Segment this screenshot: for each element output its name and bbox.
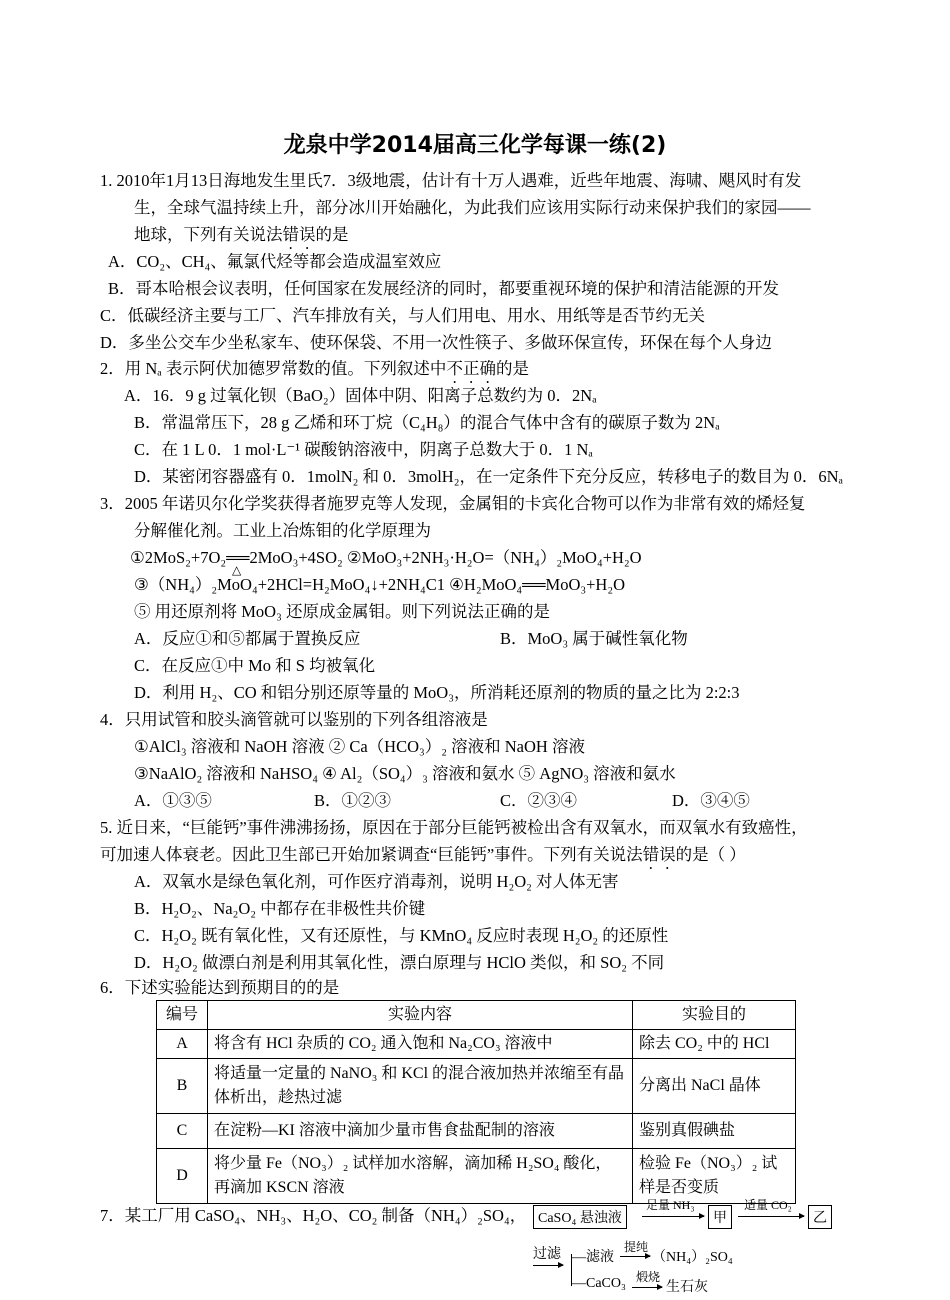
q5-stem-end: 的是（ ）	[675, 845, 746, 864]
table-cell-content: 将适量一定量的 NaNO₃ 和 KCl 的混合液加热并浓缩至有晶体析出，趁热过滤	[208, 1059, 633, 1114]
table-header: 实验内容	[208, 1001, 633, 1030]
table-header: 实验目的	[633, 1001, 796, 1030]
flow-mid-box: 甲	[708, 1205, 732, 1229]
table-row	[157, 1059, 796, 1114]
q1-option-b: B．哥本哈根会议表明，任何国家在发展经济的同时，都要重视环境的保护和清洁能源的开发	[108, 279, 780, 298]
table-cell-id: D	[157, 1149, 208, 1204]
q3-option-d: D．利用 H₂、CO 和铝分别还原等量的 MoO₃，所消耗还原剂的物质的量之比为 2:2:3	[134, 683, 740, 702]
flow-calcine-label: 煅烧	[636, 1270, 661, 1284]
flow-purify-label: 提纯	[624, 1240, 649, 1254]
q2-stem-end: 的是	[495, 359, 529, 378]
q4-stem: 4．只用试管和胶头滴管就可以鉴别的下列各组溶液是	[100, 710, 488, 729]
flow-product-quicklime: 生石灰	[666, 1280, 708, 1295]
experiment-table	[156, 1000, 796, 1204]
q1-option-d: D．多坐公交车少坐私家车、使环保袋、不用一次性筷子、多做环保宣传，环保在每个人身边	[100, 333, 772, 352]
flow-end-box: 乙	[808, 1205, 832, 1229]
q4-option-b: B．①②③	[314, 791, 392, 810]
q4-option-a: A．①③⑤	[134, 791, 212, 810]
table-cell-id: C	[157, 1114, 208, 1149]
q2-option-c: C．在 1 L 0．1 mol·L⁻¹ 碳酸钠溶液中，阴离子总数大于 0．1 Nₐ	[134, 440, 593, 459]
q3-option-a: A．反应①和⑤都属于置换反应	[134, 629, 361, 648]
q1-option-c: C．低碳经济主要与工厂、汽车排放有关，与人们用电、用水、用纸等是否节约无关	[100, 306, 706, 325]
table-cell-id: B	[157, 1059, 208, 1114]
table-row	[157, 1114, 796, 1149]
table-cell-content: 在淀粉—KI 溶液中滴加少量市售食盐配制的溶液	[208, 1114, 633, 1149]
q4-choices-row1: ①AlCl₃ 溶液和 NaOH 溶液 ② Ca（HCO₃）₂ 溶液和 NaOH 溶液	[134, 737, 585, 756]
table-header: 编号	[157, 1001, 208, 1030]
q3-stem-line1: 3．2005 年诺贝尔化学奖获得者施罗克等人发现，金属钼的卡宾化合物可以作为非常有效的烯烃复	[100, 494, 806, 513]
q5-emphasis: 错误	[642, 845, 676, 864]
q3-option-c: C．在反应①中 Mo 和 S 均被氧化	[134, 656, 376, 675]
table-row	[157, 1149, 796, 1204]
q1-stem-line1: 1. 2010年1月13日海地发生里氏7．3级地震，估计有十万人遇难，近些年地震、海啸、飓风时有发	[100, 171, 802, 190]
flow-arrow-1	[642, 1216, 704, 1217]
q3-equation-1-2: ①2MoS₂+7O₂══2MoO₃+4SO₂ ②MoO₃+2NH₃·H₂O=（NH₄）₂MoO₄+H₂O	[130, 548, 642, 567]
flow-step2-label: 适量 CO₂	[744, 1198, 792, 1212]
table-cell-id: A	[157, 1030, 208, 1059]
flow-start-box: CaSO₄ 悬浊液	[533, 1205, 627, 1229]
flow-arrow-purify	[620, 1256, 650, 1257]
table-row	[157, 1030, 796, 1059]
heat-symbol: △	[232, 563, 242, 577]
table-header-row	[157, 1001, 796, 1030]
flow-filter-label: 过滤	[533, 1247, 561, 1262]
table-cell-purpose: 分离出 NaCl 晶体	[633, 1059, 796, 1114]
flow-filtrate-label: 滤液	[586, 1250, 614, 1265]
q2-emphasis: 不正确	[446, 359, 496, 378]
flow-arrow-filter	[533, 1265, 563, 1266]
q4-option-d: D．③④⑤	[672, 791, 750, 810]
flow-solid: —CaCO₃	[572, 1276, 626, 1291]
table-cell-content: 将少量 Fe（NO₃）₂ 试样加水溶解，滴加稀 H₂SO₄ 酸化，再滴加 KSCN 溶液	[208, 1149, 633, 1204]
flow-solid-label: CaCO₃	[586, 1276, 626, 1291]
q5-option-d: D．H₂O₂ 做漂白剂是利用其氧化性，漂白原理与 HClO 类似，和 SO₂ 不同	[134, 953, 665, 972]
q2-option-a: A．16．9 g 过氧化钡（BaO₂）固体中阴、阳离子总数约为 0．2Nₐ	[124, 386, 597, 405]
q1-emphasis: 错误	[282, 225, 316, 244]
q3-option-b: B．MoO₃ 属于碱性氧化物	[500, 629, 688, 648]
q1-stem-text: 地球，下列有关说法	[134, 225, 283, 244]
q7-stem: 7．某工厂用 CaSO₄、NH₃、H₂O、CO₂ 制备（NH₄）₂SO₄，	[100, 1206, 527, 1225]
q5-option-b: B．H₂O₂、Na₂O₂ 中都存在非极性共价键	[134, 899, 426, 918]
q1-option-a: A．CO₂、CH₄、氟氯代烃等都会造成温室效应	[108, 252, 442, 271]
q5-stem-line1: 5. 近日来，“巨能钙”事件沸沸扬扬，原因在于部分巨能钙被检出含有双氧水，而双氧水有致癌性，	[100, 818, 808, 837]
q6-stem: 6．下述实验能达到预期目的的是	[100, 978, 340, 997]
q3-stem-line2: 分解催化剂。工业上冶炼钼的化学原理为	[134, 521, 431, 540]
flow-arrow-calcine	[632, 1287, 662, 1288]
q5-option-c: C．H₂O₂ 既有氧化性，又有还原性，与 KMnO₄ 反应时表现 H₂O₂ 的还原性	[134, 926, 669, 945]
table-cell-purpose: 检验 Fe（NO₃）₂ 试样是否变质	[633, 1149, 796, 1204]
q2-stem-text: 2．用 Nₐ 表示阿伏加德罗常数的值。下列叙述中	[100, 359, 447, 378]
q5-option-a: A．双氧水是绿色氧化剂，可作医疗消毒剂，说明 H₂O₂ 对人体无害	[134, 872, 619, 891]
q4-choices-row2: ③NaAlO₂ 溶液和 NaHSO₄ ④ Al₂（SO₄）₃ 溶液和氨水 ⑤ AgNO₃ 溶液和氨水	[134, 764, 676, 783]
q2-option-d: D．某密闭容器盛有 0．1molN₂ 和 0．3molH₂，在一定条件下充分反应，转移电子的数目为 0．6Nₐ	[134, 467, 844, 486]
table-cell-purpose: 除去 CO₂ 中的 HCl	[633, 1030, 796, 1059]
page-title: 龙泉中学2014届高三化学每课一练(2)	[283, 133, 667, 158]
q1-stem-end: 的是	[315, 225, 349, 244]
q4-option-c: C．②③④	[500, 791, 578, 810]
table-cell-content: 将含有 HCl 杂质的 CO₂ 通入饱和 Na₂CO₃ 溶液中	[208, 1030, 633, 1059]
flow-product-ammonium-sulfate: （NH₄）₂SO₄	[652, 1250, 733, 1265]
q5-stem-text: 可加速人体衰老。因此卫生部已开始加紧调查“巨能钙”事件。下列有关说法	[100, 845, 643, 864]
table-cell-purpose: 鉴别真假碘盐	[633, 1114, 796, 1149]
q2-option-b: B．常温常压下，28 g 乙烯和环丁烷（C₄H₈）的混合气体中含有的碳原子数为 2Nₐ	[134, 413, 720, 432]
flow-filtrate: —滤液	[572, 1250, 614, 1265]
q1-stem-line2: 生，全球气温持续上升，部分冰川开始融化，为此我们应该用实际行动来保护我们的家园——	[134, 198, 811, 217]
q3-equation-5: ⑤ 用还原剂将 MoO₃ 还原成金属钼。则下列说法正确的是	[134, 602, 550, 621]
q3-equation-3-4: ③（NH₄）₂MoO₄+2HCl=H₂MoO₄↓+2NH₄C1 ④H₂MoO₄══MoO₃+H₂O	[134, 575, 626, 594]
flow-arrow-2	[738, 1216, 804, 1217]
flow-step1-label: 足量 NH₃	[646, 1198, 695, 1212]
